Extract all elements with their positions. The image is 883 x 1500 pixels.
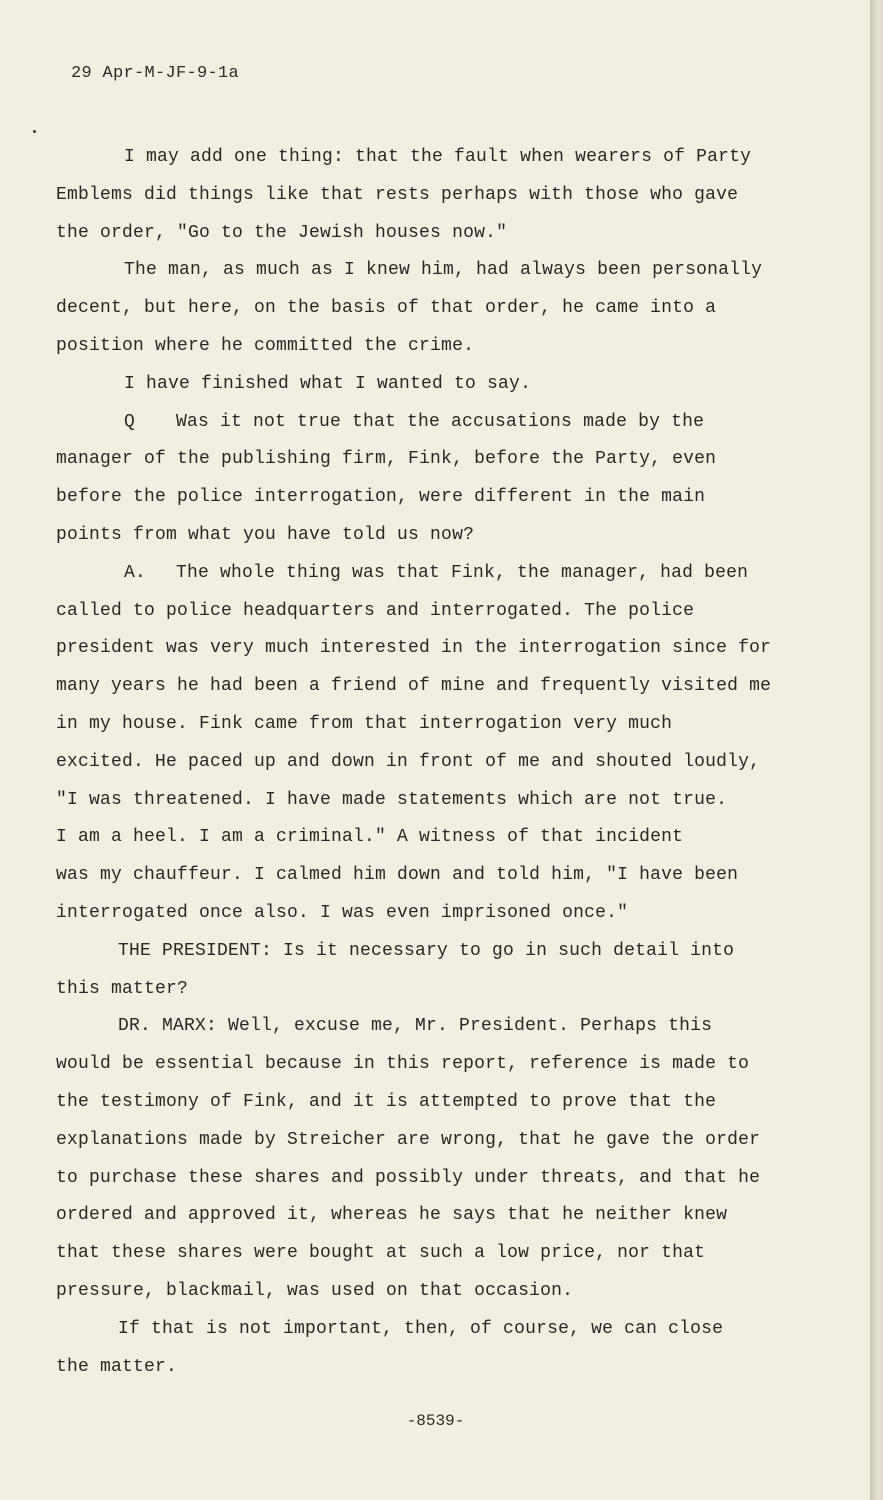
- paragraph-question: [56, 404, 816, 555]
- text-line: I may add one thing: that the fault when wearers of Party: [124, 147, 752, 167]
- paragraph-counsel: [56, 1311, 816, 1387]
- stray-mark: [33, 130, 36, 133]
- paragraph-statement: [56, 366, 816, 404]
- text-line: in my house. Fink came from that interrogation very much: [56, 713, 673, 734]
- text-line: THE PRESIDENT: Is it necessary to go in such detail into: [118, 940, 735, 961]
- text-line: position where he committed the crime.: [56, 335, 475, 356]
- text-line: many years he had been a friend of mine and frequently visited me: [56, 676, 772, 697]
- text-line: before the police interrogation, were different in the main: [56, 487, 706, 508]
- text-line: If that is not important, then, of course, we can close: [118, 1318, 724, 1339]
- text-line: pressure, blackmail, was used on that occasion.: [56, 1280, 574, 1301]
- text-line: points from what you have told us now?: [56, 524, 475, 545]
- text-line: president was very much interested in the interrogation since for: [56, 638, 772, 659]
- text-line: ordered and approved it, whereas he says that he neither knew: [56, 1205, 728, 1226]
- text-line: Emblems did things like that rests perhaps with those who gave: [56, 184, 739, 205]
- text-line: interrogated once also. I was even imprisoned once.": [56, 902, 629, 923]
- text-line: decent, but here, on the basis of that order, he came into a: [56, 298, 717, 319]
- question-label: Q: [124, 411, 136, 432]
- paragraph-president: [56, 933, 816, 1009]
- text-line: manager of the publishing firm, Fink, before the Party, even: [56, 449, 717, 470]
- paragraph-statement: [56, 139, 816, 252]
- paragraph-counsel: [56, 1008, 816, 1310]
- text-line: called to police headquarters and interrogated. The police: [56, 600, 695, 621]
- paragraph-answer: [56, 555, 816, 933]
- text-line: I have finished what I wanted to say.: [124, 373, 532, 394]
- text-line: would be essential because in this report, reference is made to: [56, 1054, 750, 1075]
- text-line: the order, "Go to the Jewish houses now.": [56, 222, 508, 243]
- text-line: "I was threatened. I have made statements which are not true.: [56, 789, 728, 810]
- text-line: that these shares were bought at such a low price, nor that: [56, 1243, 706, 1264]
- text-line: I am a heel. I am a criminal." A witness of that incident: [56, 827, 684, 848]
- text-line: The man, as much as I knew him, had always been personally: [124, 260, 763, 281]
- text-line: DR. MARX: Well, excuse me, Mr. President. Perhaps this: [118, 1016, 713, 1037]
- text-line: Was it not true that the accusations made by the: [176, 411, 705, 432]
- text-line: to purchase these shares and possibly under threats, and that he: [56, 1167, 761, 1188]
- transcript-body: [56, 139, 816, 1386]
- text-line: the matter.: [56, 1356, 178, 1377]
- text-line: explanations made by Streicher are wrong, that he gave the order: [56, 1129, 761, 1150]
- page-number: -8539-: [406, 1412, 465, 1430]
- page-edge: [871, 0, 883, 1500]
- answer-label: A.: [124, 562, 147, 583]
- text-line: excited. He paced up and down in front of me and shouted loudly,: [56, 751, 761, 772]
- text-line: was my chauffeur. I calmed him down and told him, "I have been: [56, 865, 739, 886]
- paragraph-statement: [56, 252, 816, 365]
- text-line: the testimony of Fink, and it is attempted to prove that the: [56, 1091, 717, 1112]
- document-reference: 29 Apr-M-JF-9-1a: [71, 64, 240, 83]
- text-line: this matter?: [56, 978, 189, 999]
- text-line: The whole thing was that Fink, the manager, had been: [176, 562, 749, 583]
